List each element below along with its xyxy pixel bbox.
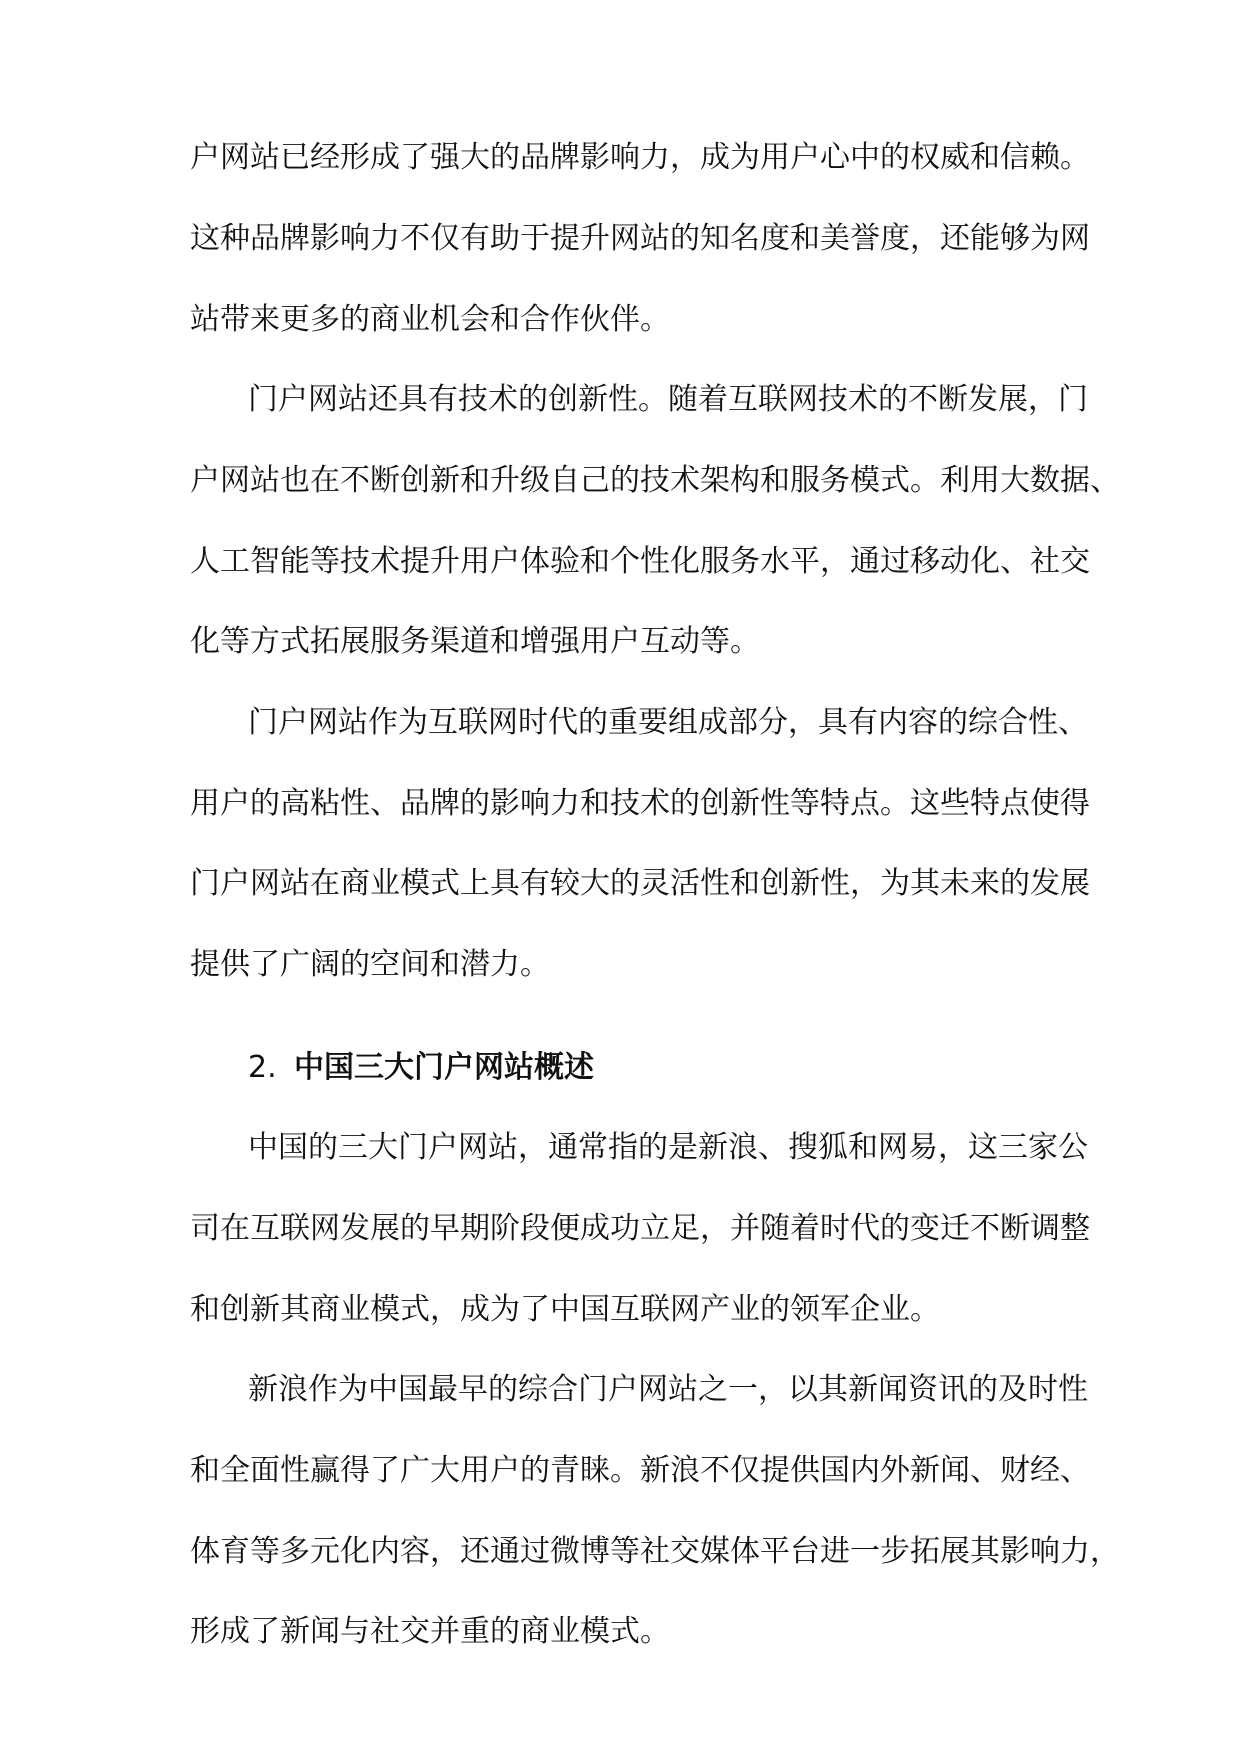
text-line: 中国的三大门户网站，通常指的是新浪、搜狐和网易，这三家公 [248,1130,1088,1165]
text-line: 用户的高粘性、品牌的影响力和技术的创新性等特点。这些特点使得 [190,786,1090,821]
text-line: 形成了新闻与社交并重的商业模式。 [190,1614,670,1649]
text-line: 人工智能等技术提升用户体验和个性化服务水平，通过移动化、社交 [190,544,1090,579]
text-line: 这种品牌影响力不仅有助于提升网站的知名度和美誉度，还能够为网 [190,221,1090,256]
text-line: 司在互联网发展的早期阶段便成功立足，并随着时代的变迁不断调整 [190,1211,1090,1246]
text-line: 提供了广阔的空间和潜力。 [190,947,550,982]
text-line: 门户网站在商业模式上具有较大的灵活性和创新性，为其未来的发展 [190,866,1090,901]
section-title: 中国三大门户网站概述 [294,1050,594,1085]
text-line: 户网站已经形成了强大的品牌影响力，成为用户心中的权威和信赖。 [190,140,1090,175]
text-line: 化等方式拓展服务渠道和增强用户互动等。 [190,624,760,659]
text-line: 体育等多元化内容，还通过微博等社交媒体平台进一步拓展其影响力， [190,1534,1120,1569]
text-line: 站带来更多的商业机会和合作伙伴。 [190,302,670,337]
text-line: 门户网站作为互联网时代的重要组成部分，具有内容的综合性、 [248,705,1088,740]
text-line: 门户网站还具有技术的创新性。随着互联网技术的不断发展，门 [248,382,1088,417]
text-line: 和全面性赢得了广大用户的青睐。新浪不仅提供国内外新闻、财经、 [190,1453,1090,1488]
text-line: 户网站也在不断创新和升级自己的技术架构和服务模式。利用大数据、 [190,463,1120,498]
section-number: 2. [248,1050,277,1085]
text-line: 和创新其商业模式，成为了中国互联网产业的领军企业。 [190,1292,940,1327]
text-line: 新浪作为中国最早的综合门户网站之一，以其新闻资讯的及时性 [248,1372,1088,1407]
section-heading [248,1048,594,1088]
